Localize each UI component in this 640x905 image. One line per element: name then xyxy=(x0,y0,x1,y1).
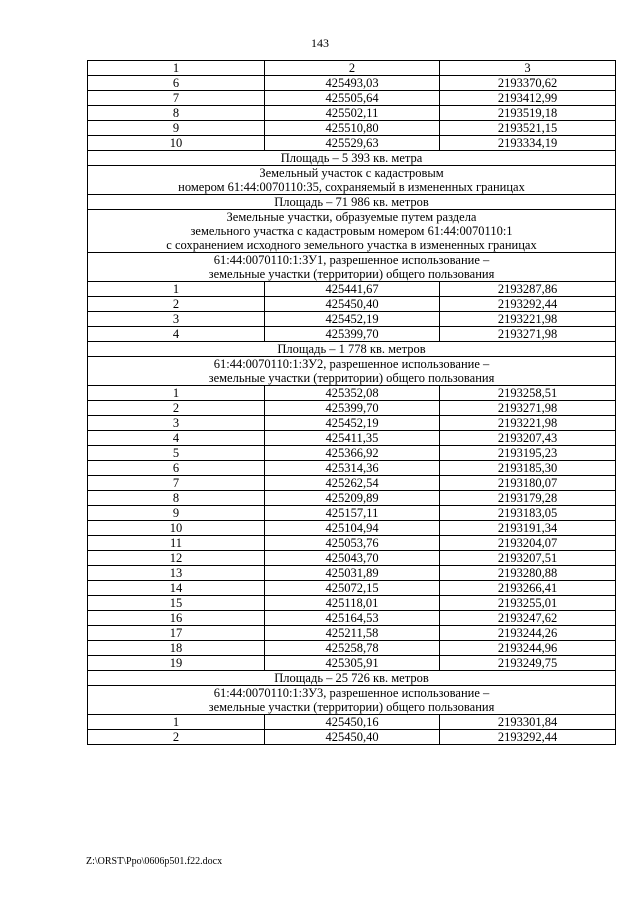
x-coordinate-cell: 425157,11 xyxy=(265,506,440,521)
y-coordinate-cell: 2193179,28 xyxy=(440,491,616,506)
footer-file-path: Z:\ORST\Ppo\0606p501.f22.docx xyxy=(86,856,223,867)
x-coordinate-cell: 425366,92 xyxy=(265,446,440,461)
x-coordinate-cell: 425450,16 xyxy=(265,715,440,730)
table-row xyxy=(88,641,616,656)
table-row xyxy=(88,656,616,671)
table-row xyxy=(88,297,616,312)
y-coordinate-cell: 2193412,99 xyxy=(440,91,616,106)
section-heading-cell xyxy=(88,342,616,357)
table-row xyxy=(88,91,616,106)
y-coordinate-cell: 2193221,98 xyxy=(440,312,616,327)
table-row xyxy=(88,282,616,297)
y-coordinate-cell: 2193334,19 xyxy=(440,136,616,151)
x-coordinate-cell: 425441,67 xyxy=(265,282,440,297)
point-number-cell: 14 xyxy=(88,581,265,596)
section-heading-row xyxy=(88,166,616,195)
point-number-cell: 15 xyxy=(88,596,265,611)
section-heading-row xyxy=(88,253,616,282)
point-number-cell: 13 xyxy=(88,566,265,581)
section-heading-cell xyxy=(88,357,616,386)
table-row xyxy=(88,386,616,401)
page-number: 143 xyxy=(311,36,329,50)
point-number-cell: 1 xyxy=(88,61,265,76)
section-heading-row xyxy=(88,671,616,686)
table-row xyxy=(88,521,616,536)
point-number-cell: 1 xyxy=(88,386,265,401)
table-row xyxy=(88,611,616,626)
section-heading-line: с сохранением исходного земельного участка в измененных границах xyxy=(166,238,537,252)
point-number-cell: 1 xyxy=(88,715,265,730)
table-row xyxy=(88,76,616,91)
point-number-cell: 12 xyxy=(88,551,265,566)
x-coordinate-cell: 425510,80 xyxy=(265,121,440,136)
x-coordinate-cell: 425399,70 xyxy=(265,327,440,342)
y-coordinate-cell: 2193292,44 xyxy=(440,297,616,312)
point-number-cell: 18 xyxy=(88,641,265,656)
point-number-cell: 6 xyxy=(88,76,265,91)
x-coordinate-cell: 425262,54 xyxy=(265,476,440,491)
point-number-cell: 9 xyxy=(88,506,265,521)
y-coordinate-cell: 2193180,07 xyxy=(440,476,616,491)
x-coordinate-cell: 425450,40 xyxy=(265,730,440,745)
y-coordinate-cell: 2193266,41 xyxy=(440,581,616,596)
y-coordinate-cell: 2193249,75 xyxy=(440,656,616,671)
x-coordinate-cell: 425043,70 xyxy=(265,551,440,566)
x-coordinate-cell: 425452,19 xyxy=(265,416,440,431)
point-number-cell: 9 xyxy=(88,121,265,136)
section-heading-line: земельные участки (территории) общего пользования xyxy=(208,371,495,385)
coordinates-table xyxy=(87,60,616,745)
y-coordinate-cell: 2193247,62 xyxy=(440,611,616,626)
point-number-cell: 10 xyxy=(88,136,265,151)
table-row xyxy=(88,416,616,431)
table-row xyxy=(88,401,616,416)
section-heading-line: Площадь – 25 726 кв. метров xyxy=(274,671,429,685)
point-number-cell: 3 xyxy=(88,312,265,327)
point-number-cell: 1 xyxy=(88,282,265,297)
section-heading-row xyxy=(88,686,616,715)
x-coordinate-cell: 425211,58 xyxy=(265,626,440,641)
section-heading-row xyxy=(88,195,616,210)
point-number-cell: 17 xyxy=(88,626,265,641)
y-coordinate-cell: 2193292,44 xyxy=(440,730,616,745)
section-heading-cell xyxy=(88,671,616,686)
section-heading-row xyxy=(88,151,616,166)
y-coordinate-cell: 2193195,23 xyxy=(440,446,616,461)
point-number-cell: 5 xyxy=(88,446,265,461)
x-coordinate-cell: 425529,63 xyxy=(265,136,440,151)
y-coordinate-cell: 2193204,07 xyxy=(440,536,616,551)
point-number-cell: 3 xyxy=(88,416,265,431)
section-heading-line: Площадь – 1 778 кв. метров xyxy=(277,342,426,356)
x-coordinate-cell: 425031,89 xyxy=(265,566,440,581)
point-number-cell: 6 xyxy=(88,461,265,476)
y-coordinate-cell: 2193271,98 xyxy=(440,401,616,416)
section-heading-line: Земельный участок с кадастровым xyxy=(259,166,444,180)
table-row xyxy=(88,327,616,342)
table-row xyxy=(88,106,616,121)
section-heading-line: 61:44:0070110:1:ЗУ2, разрешенное использование – xyxy=(213,357,490,371)
x-coordinate-cell: 425305,91 xyxy=(265,656,440,671)
section-heading-line: земельные участки (территории) общего пользования xyxy=(208,267,495,281)
table-row xyxy=(88,61,616,76)
x-coordinate-cell: 425164,53 xyxy=(265,611,440,626)
point-number-cell: 8 xyxy=(88,491,265,506)
y-coordinate-cell: 2193370,62 xyxy=(440,76,616,91)
section-heading-line: Земельные участки, образуемые путем раздела xyxy=(226,210,477,224)
point-number-cell: 10 xyxy=(88,521,265,536)
table-row xyxy=(88,581,616,596)
y-coordinate-cell: 2193244,26 xyxy=(440,626,616,641)
section-heading-cell xyxy=(88,195,616,210)
x-coordinate-cell: 425411,35 xyxy=(265,431,440,446)
table-row xyxy=(88,626,616,641)
x-coordinate-cell: 425399,70 xyxy=(265,401,440,416)
section-heading-line: Площадь – 5 393 кв. метра xyxy=(280,151,423,165)
y-coordinate-cell: 2193207,51 xyxy=(440,551,616,566)
table-row xyxy=(88,461,616,476)
point-number-cell: 7 xyxy=(88,91,265,106)
section-heading-cell xyxy=(88,166,616,195)
x-coordinate-cell: 425502,11 xyxy=(265,106,440,121)
y-coordinate-cell: 2193521,15 xyxy=(440,121,616,136)
section-heading-row xyxy=(88,357,616,386)
y-coordinate-cell: 2193301,84 xyxy=(440,715,616,730)
table-row xyxy=(88,136,616,151)
table-row xyxy=(88,446,616,461)
section-heading-line: номером 61:44:0070110:35, сохраняемый в измененных границах xyxy=(178,180,525,194)
y-coordinate-cell: 2193221,98 xyxy=(440,416,616,431)
table-row xyxy=(88,431,616,446)
y-coordinate-cell: 2193185,30 xyxy=(440,461,616,476)
x-coordinate-cell: 425452,19 xyxy=(265,312,440,327)
y-coordinate-cell: 2193207,43 xyxy=(440,431,616,446)
x-coordinate-cell: 425118,01 xyxy=(265,596,440,611)
table-row xyxy=(88,506,616,521)
x-coordinate-cell: 425258,78 xyxy=(265,641,440,656)
table-row xyxy=(88,491,616,506)
section-heading-row xyxy=(88,342,616,357)
table-row xyxy=(88,551,616,566)
section-heading-line: земельные участки (территории) общего пользования xyxy=(208,700,495,714)
table-row xyxy=(88,121,616,136)
table-row xyxy=(88,730,616,745)
point-number-cell: 4 xyxy=(88,431,265,446)
y-coordinate-cell: 3 xyxy=(440,61,616,76)
x-coordinate-cell: 425104,94 xyxy=(265,521,440,536)
x-coordinate-cell: 425505,64 xyxy=(265,91,440,106)
y-coordinate-cell: 2193258,51 xyxy=(440,386,616,401)
x-coordinate-cell: 425352,08 xyxy=(265,386,440,401)
y-coordinate-cell: 2193519,18 xyxy=(440,106,616,121)
y-coordinate-cell: 2193244,96 xyxy=(440,641,616,656)
table-row xyxy=(88,596,616,611)
x-coordinate-cell: 425209,89 xyxy=(265,491,440,506)
y-coordinate-cell: 2193191,34 xyxy=(440,521,616,536)
table-row xyxy=(88,312,616,327)
x-coordinate-cell: 425493,03 xyxy=(265,76,440,91)
table-row xyxy=(88,536,616,551)
y-coordinate-cell: 2193271,98 xyxy=(440,327,616,342)
table-row xyxy=(88,715,616,730)
section-heading-line: 61:44:0070110:1:ЗУ3, разрешенное использование – xyxy=(213,686,490,700)
section-heading-line: 61:44:0070110:1:ЗУ1, разрешенное использование – xyxy=(213,253,490,267)
x-coordinate-cell: 425450,40 xyxy=(265,297,440,312)
point-number-cell: 4 xyxy=(88,327,265,342)
y-coordinate-cell: 2193287,86 xyxy=(440,282,616,297)
point-number-cell: 7 xyxy=(88,476,265,491)
coordinates-table-body xyxy=(88,61,616,745)
point-number-cell: 2 xyxy=(88,297,265,312)
point-number-cell: 16 xyxy=(88,611,265,626)
section-heading-cell xyxy=(88,210,616,253)
x-coordinate-cell: 2 xyxy=(265,61,440,76)
point-number-cell: 19 xyxy=(88,656,265,671)
point-number-cell: 8 xyxy=(88,106,265,121)
y-coordinate-cell: 2193255,01 xyxy=(440,596,616,611)
point-number-cell: 11 xyxy=(88,536,265,551)
table-row xyxy=(88,476,616,491)
y-coordinate-cell: 2193183,05 xyxy=(440,506,616,521)
table-row xyxy=(88,566,616,581)
section-heading-row xyxy=(88,210,616,253)
section-heading-cell xyxy=(88,253,616,282)
section-heading-cell xyxy=(88,151,616,166)
section-heading-cell xyxy=(88,686,616,715)
y-coordinate-cell: 2193280,88 xyxy=(440,566,616,581)
x-coordinate-cell: 425314,36 xyxy=(265,461,440,476)
point-number-cell: 2 xyxy=(88,730,265,745)
x-coordinate-cell: 425053,76 xyxy=(265,536,440,551)
point-number-cell: 2 xyxy=(88,401,265,416)
section-heading-line: Площадь – 71 986 кв. метров xyxy=(274,195,429,209)
x-coordinate-cell: 425072,15 xyxy=(265,581,440,596)
section-heading-line: земельного участка с кадастровым номером 61:44:0070110:1 xyxy=(190,224,513,238)
